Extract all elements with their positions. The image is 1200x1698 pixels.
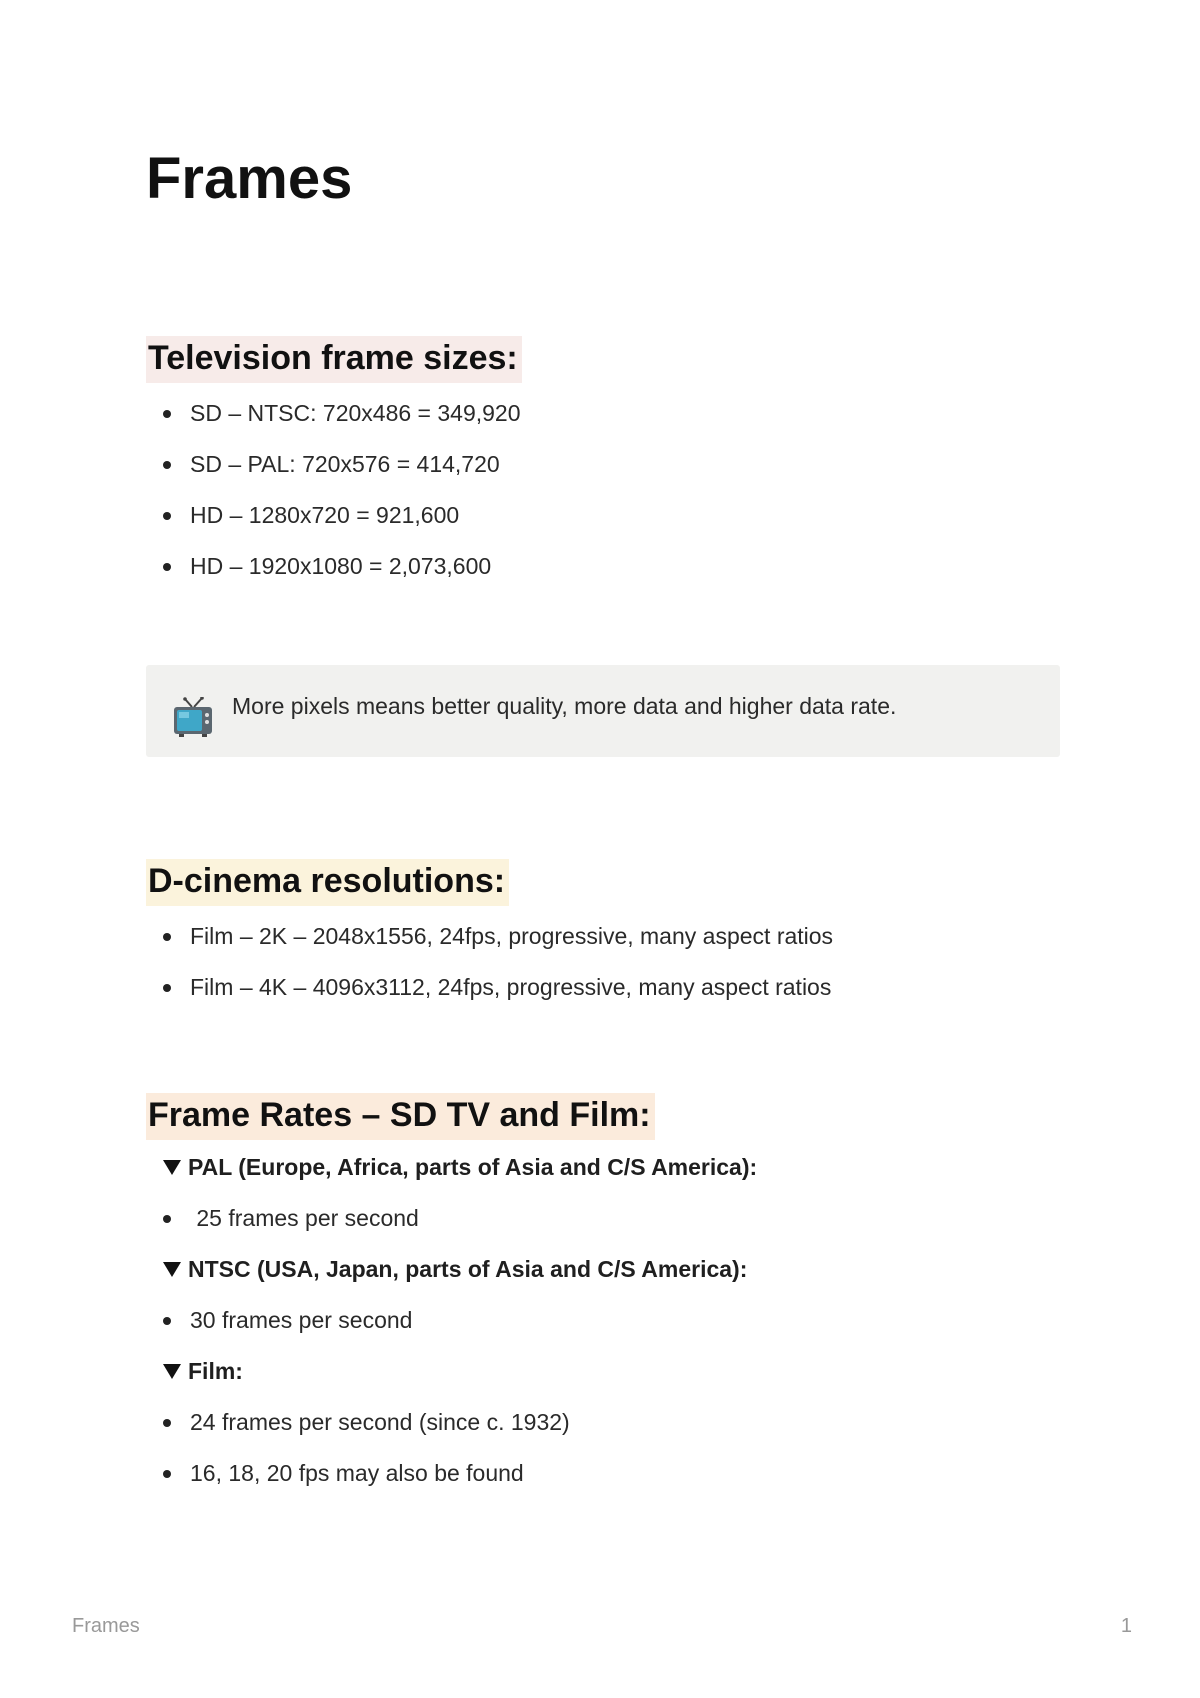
list-item-text: 24 frames per second (since c. 1932) bbox=[190, 1409, 570, 1435]
list-item-text: SD – PAL: 720x576 = 414,720 bbox=[190, 451, 500, 477]
list-item bbox=[146, 449, 521, 500]
triangle-down-icon[interactable] bbox=[162, 1260, 182, 1278]
footer-title: Frames bbox=[72, 1615, 140, 1637]
callout-text: More pixels means better quality, more data and higher data rate. bbox=[232, 693, 897, 719]
toggle-pal[interactable] bbox=[146, 1152, 1046, 1203]
heading-d-cinema-resolutions: D-cinema resolutions: bbox=[146, 859, 509, 906]
bullet-icon bbox=[163, 410, 171, 418]
page-title: Frames bbox=[146, 146, 353, 211]
bullet-icon bbox=[163, 984, 171, 992]
ntsc-list bbox=[146, 1305, 1046, 1356]
triangle-down-icon[interactable] bbox=[162, 1362, 182, 1380]
bullet-icon bbox=[163, 563, 171, 571]
list-item bbox=[146, 551, 521, 602]
list-item bbox=[146, 1458, 1046, 1509]
bullet-icon bbox=[163, 1470, 171, 1478]
list-item-text: Film – 4K – 4096x3112, 24fps, progressive, many aspect ratios bbox=[190, 974, 832, 1000]
bullet-icon bbox=[163, 1317, 171, 1325]
pal-list bbox=[146, 1203, 1046, 1254]
frame-rates-section bbox=[146, 1152, 1046, 1509]
bullet-icon bbox=[163, 461, 171, 469]
list-item-text: HD – 1920x1080 = 2,073,600 bbox=[190, 553, 492, 579]
heading-frame-rates: Frame Rates – SD TV and Film: bbox=[146, 1093, 655, 1140]
bullet-icon bbox=[163, 512, 171, 520]
list-item bbox=[146, 500, 521, 551]
toggle-label: Film: bbox=[188, 1358, 243, 1384]
toggle-ntsc[interactable] bbox=[146, 1254, 1046, 1305]
triangle-down-icon[interactable] bbox=[162, 1158, 182, 1176]
list-item bbox=[146, 1203, 1046, 1254]
page-number: 1 bbox=[1120, 1615, 1132, 1637]
toggle-label: NTSC (USA, Japan, parts of Asia and C/S America): bbox=[188, 1256, 748, 1282]
heading-television-frame-sizes: Television frame sizes: bbox=[146, 336, 522, 383]
list-item bbox=[146, 398, 521, 449]
film-list bbox=[146, 1407, 1046, 1509]
list-item bbox=[146, 972, 833, 1023]
television-frame-sizes-list bbox=[146, 398, 521, 602]
list-item-text: SD – NTSC: 720x486 = 349,920 bbox=[190, 400, 521, 426]
list-item bbox=[146, 1407, 1046, 1458]
list-item-text: 25 frames per second bbox=[190, 1205, 419, 1231]
bullet-icon bbox=[163, 933, 171, 941]
list-item-text: Film – 2K – 2048x1556, 24fps, progressive, many aspect ratios bbox=[190, 923, 834, 949]
list-item-text: HD – 1280x720 = 921,600 bbox=[190, 502, 460, 528]
bullet-icon bbox=[163, 1419, 171, 1427]
d-cinema-resolutions-list bbox=[146, 921, 833, 1023]
toggle-label: PAL (Europe, Africa, parts of Asia and C/S America): bbox=[188, 1154, 758, 1180]
television-icon bbox=[172, 697, 214, 737]
toggle-film[interactable] bbox=[146, 1356, 1046, 1407]
list-item bbox=[146, 1305, 1046, 1356]
list-item-text: 30 frames per second bbox=[190, 1307, 413, 1333]
list-item-text: 16, 18, 20 fps may also be found bbox=[190, 1460, 524, 1486]
list-item bbox=[146, 921, 833, 972]
bullet-icon bbox=[163, 1215, 171, 1223]
callout-box bbox=[146, 665, 1060, 757]
